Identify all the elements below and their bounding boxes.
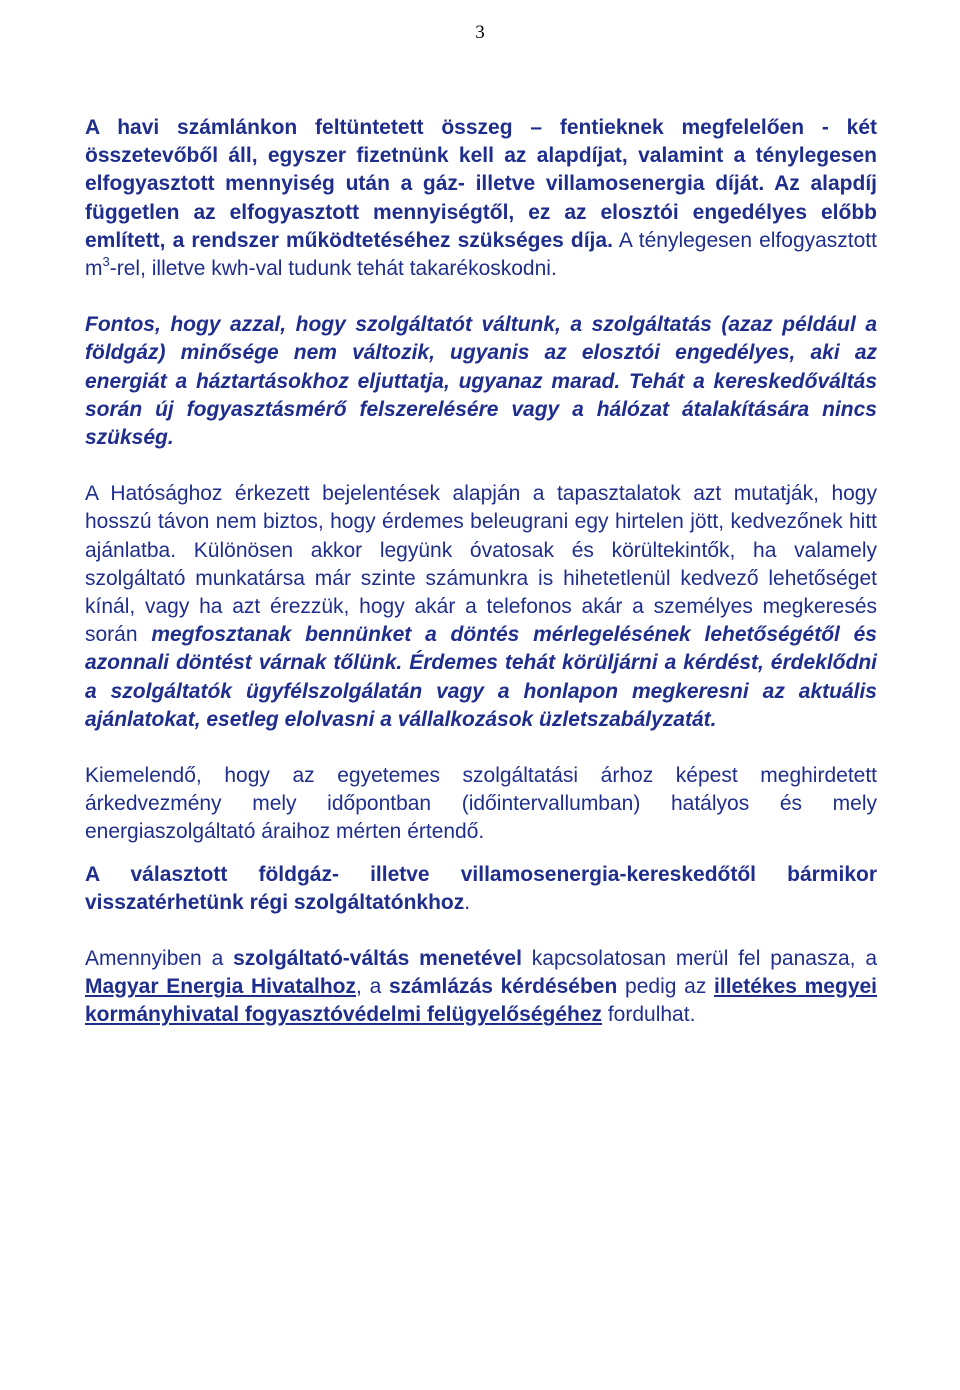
complaints-text-5: fordulhat.	[602, 1003, 696, 1027]
consumer-protection-link[interactable]: illetékes megyei kormányhivatal fogyasztóvédelmi felügyelőségéhez	[85, 975, 878, 1027]
paragraph-authority-reports	[85, 480, 877, 734]
complaints-bold-1: szolgáltató-váltás menetével	[233, 947, 522, 971]
paragraph-return-option	[85, 861, 877, 917]
complaints-text-1: Amennyiben a	[85, 947, 234, 971]
paragraph-discount-note: Kiemelendő, hogy az egyetemes szolgáltatási árhoz képest meghirdetett árkedvezmény mely időpontban (időintervallumban) hatályos és mely energiaszolgáltató áraihoz mérten értendő.	[85, 764, 877, 844]
cubic-superscript: 3	[102, 254, 110, 270]
reports-emphasis-text: megfosztanak bennünket a döntés mérlegelésének lehetőségétől és azonnali döntést várnak tőlünk. Érdemes tehát körüljárni a kérdést, érdeklődni a szolgáltatók ügyfélszolgálatán vagy a honlapon megkeresni az aktuális ajánlatokat, esetleg elolvasni a vállalkozások üzletszabályzatát.	[85, 623, 877, 731]
bill-normal-text-b: -rel, illetve kwh-val tudunk tehát takarékoskodni.	[109, 257, 557, 281]
reports-normal-text: A Hatósághoz érkezett bejelentések alapján a tapasztalatok azt mutatják, hogy hosszú távon nem biztos, hogy érdemes beleugrani egy hirtelen jött, kedvezőnek hitt ajánlatba. Különösen akkor legyünk óvatosak és körültekintők, ha valamely szolgáltató munkatársa már szinte számunkra is hihetetlenül kedvező lehetőséget kínál, vagy ha azt érezzük, hogy akár a telefonos akár a személyes megkeresés során	[85, 482, 877, 647]
return-bold-text: A választott földgáz- illetve villamosenergia-kereskedőtől bármikor visszatérhetünk régi szolgáltatónkhoz	[85, 862, 877, 914]
paragraph-complaints	[85, 945, 877, 1030]
complaints-text-4: pedig az	[617, 975, 715, 999]
complaints-text-3: , a	[356, 975, 389, 999]
bill-bold-text: A havi számlánkon feltüntetett összeg – fentieknek megfelelően - két összetevőből áll, egyszer fizetnünk kell az alapdíjat, valamint a ténylegesen elfogyasztott mennyiség után a gáz- illetve villamosenergia díját. Az alapdíj független az elfogyasztott mennyiségtől, ez az elosztói engedélyes előbb említett, a rendszer működtetéséhez szükséges díja.	[85, 116, 877, 252]
complaints-bold-2: számlázás kérdésében	[388, 975, 618, 999]
return-tail: .	[464, 890, 471, 914]
complaints-text-2: kapcsolatosan merül fel panasza, a	[521, 947, 878, 971]
energy-office-link[interactable]: Magyar Energia Hivatalhoz	[85, 975, 357, 999]
paragraph-monthly-bill	[85, 114, 877, 283]
paragraph-service-quality: Fontos, hogy azzal, hogy szolgáltatót váltunk, a szolgáltatás (azaz például a földgáz) minősége nem változik, ugyanis az elosztói engedélyes, aki az energiát a háztartásokhoz eljuttatja, ugyanaz marad. Tehát a kereskedőváltás során új fogyasztásmérő felszerelésére vagy a hálózat átalakítására nincs szükség.	[85, 313, 877, 450]
document-body	[85, 114, 877, 1030]
bill-normal-text-a: A ténylegesen elfogyasztott m	[85, 228, 877, 281]
page-number: 3	[475, 22, 485, 43]
